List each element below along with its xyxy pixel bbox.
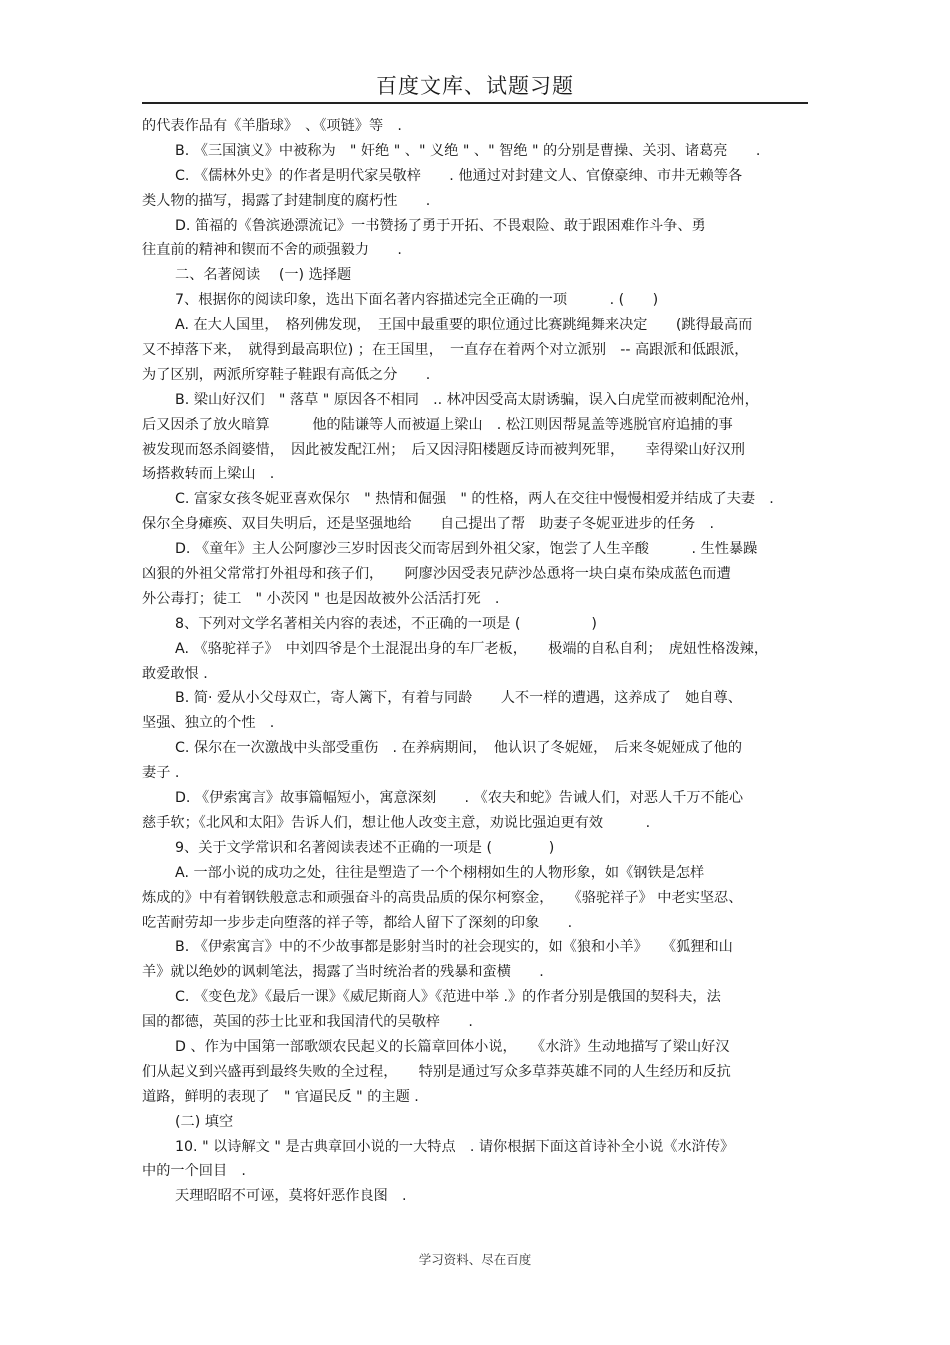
text-line: 敢爱敢恨 .: [142, 665, 208, 682]
text-line: B. 《三国演义》中被称为 " 奸绝 " 、" 义绝 " 、" 智绝 " 的分别是曹操、关羽、诸葛亮 .: [175, 142, 761, 159]
text-line: 妻子 .: [142, 765, 180, 782]
text-line: 10. " 以诗解文 " 是古典章回小说的一大特点 . 请你根据下面这首诗补全小说《水浒传》: [175, 1138, 735, 1155]
header-divider: [142, 102, 808, 104]
text-line: 外公毒打；徒工 " 小茨冈 " 也是因故被外公活活打死 .: [142, 590, 500, 607]
document-body: [142, 114, 812, 1209]
page-header-title: 百度文库、试题习题: [376, 74, 574, 98]
text-line: 7、根据你的阅读印象，选出下面名著内容描述完全正确的一项 . ( ): [175, 292, 659, 309]
text-line: D. 《伊索寓言》故事篇幅短小，寓意深刻 . 《农夫和蛇》告诫人们，对恶人千万不能心: [175, 790, 744, 807]
text-line: 8、下列对文学名著相关内容的表述，不正确的一项是 ( ): [175, 615, 597, 632]
text-line: D 、作为中国第一部歌颂农民起义的长篇章回体小说， 《水浒》生动地描写了梁山好汉: [175, 1038, 730, 1055]
text-line: 羊》就以绝妙的讽刺笔法，揭露了当时统治者的残暴和蛮横 .: [142, 964, 544, 981]
text-line: 的代表作品有《羊脂球》 、《项链》等 .: [142, 118, 402, 134]
text-line: 中的一个回目 .: [142, 1163, 246, 1180]
text-line: 往直前的精神和锲而不舍的顽强毅力 .: [142, 242, 402, 259]
text-line: D. 笛福的《鲁滨逊漂流记》一书赞扬了勇于开拓、不畏艰险、敢于跟困难作斗争、勇: [175, 217, 706, 234]
text-line: B. 简· 爱从小父母双亡，寄人篱下，有着与同龄 人不一样的遭遇，这养成了 她自尊、: [175, 690, 742, 707]
text-line: 天理昭昭不可诬，莫将奸恶作良图 .: [175, 1188, 407, 1205]
text-line: C. 《儒林外史》的作者是明代家吴敬梓 . 他通过对封建文人、官僚豪绅、市井无赖等各: [175, 167, 743, 184]
text-line: 保尔全身瘫痪、双目失明后，还是坚强地给 自己提出了帮 助妻子冬妮亚进步的任务 .: [142, 516, 715, 533]
text-line: 场搭救转而上梁山 .: [142, 466, 275, 483]
text-line: 二、名著阅读 (一) 选择题: [175, 267, 352, 284]
text-line: 类人物的描写，揭露了封建制度的腐朽性 .: [142, 192, 431, 209]
text-line: 慈手软；《北风和太阳》告诉人们，想让他人改变主意，劝说比强迫更有效 .: [142, 814, 651, 831]
text-line: D. 《童年》主人公阿廖沙三岁时因丧父而寄居到外祖父家，饱尝了人生辛酸 . 生性暴躁: [175, 541, 758, 558]
text-line: 又不掉落下来， 就得到最高职位) ；在王国里， 一直存在着两个对立派别 -- 高跟派和低跟派，: [142, 342, 749, 359]
text-line: 被发现而怒杀阎婆惜， 因此被发配江州； 后又因浔阳楼题反诗而被判死罪， 幸得梁山好汉刑: [142, 441, 745, 458]
text-line: (二) 填空: [175, 1113, 234, 1130]
text-line: A. 在大人国里， 格列佛发现， 王国中最重要的职位通过比赛跳绳舞来决定 (跳得最高而: [175, 317, 753, 334]
text-line: 炼成的》中有着钢铁般意志和顽强奋斗的高贵品质的保尔柯察金， 《骆驼祥子》 中老实坚忍、: [142, 889, 743, 906]
text-line: 9、关于文学常识和名著阅读表述不正确的一项是 ( ): [175, 839, 555, 856]
text-line: 们从起义到兴盛再到最终失败的全过程， 特别是通过写众多草莽英雄不同的人生经历和反抗: [142, 1063, 731, 1080]
text-line: B. 《伊索寓言》中的不少故事都是影射当时的社会现实的，如《狼和小羊》 《狐狸和山: [175, 939, 733, 956]
text-line: A. 一部小说的成功之处，往往是塑造了一个个栩栩如生的人物形象，如《钢铁是怎样: [175, 864, 705, 881]
text-line: 坚强、独立的个性 .: [142, 715, 275, 732]
page-footer: 学习资料、尽在百度: [418, 1252, 532, 1267]
text-line: 为了区别，两派所穿鞋子鞋跟有高低之分 .: [142, 366, 431, 383]
text-line: 凶狠的外祖父常常打外祖母和孩子们， 阿廖沙因受表兄萨沙怂恿将一块白桌布染成蓝色而遭: [142, 566, 731, 583]
text-line: 吃苦耐劳却一步步走向堕落的祥子等，都给人留下了深刻的印象 .: [142, 914, 573, 931]
text-line: 后又因杀了放火暗算 他的陆谦等人而被逼上梁山 . 松江则因帮晁盖等逃脱官府追捕的事: [142, 416, 733, 433]
text-line: C. 富家女孩冬妮亚喜欢保尔 " 热情和倔强 " 的性格，两人在交往中慢慢相爱并结成了夫妻 .: [175, 491, 774, 508]
text-line: C. 保尔在一次激战中头部受重伤 . 在养病期间， 他认识了冬妮娅， 后来冬妮娅成了他的: [175, 740, 743, 757]
text-line: A. 《骆驼祥子》 中刘四爷是个土混混出身的车厂老板， 极端的自私自利； 虎妞性格泼辣，: [175, 640, 769, 657]
text-line: 道路，鲜明的表现了 " 官逼民反 " 的主题 .: [142, 1088, 419, 1105]
text-line: 国的都德，英国的莎士比亚和我国清代的吴敬梓 .: [142, 1014, 473, 1031]
text-line: C. 《变色龙》《最后一课》《威尼斯商人》《范进中举 .》的作者分别是俄国的契科夫，法: [175, 989, 721, 1006]
text-line: B. 梁山好汉们 " 落草 " 原因各不相同 .. 林冲因受高太尉诱骗，误入白虎堂而被刺配沧州，: [175, 391, 759, 408]
